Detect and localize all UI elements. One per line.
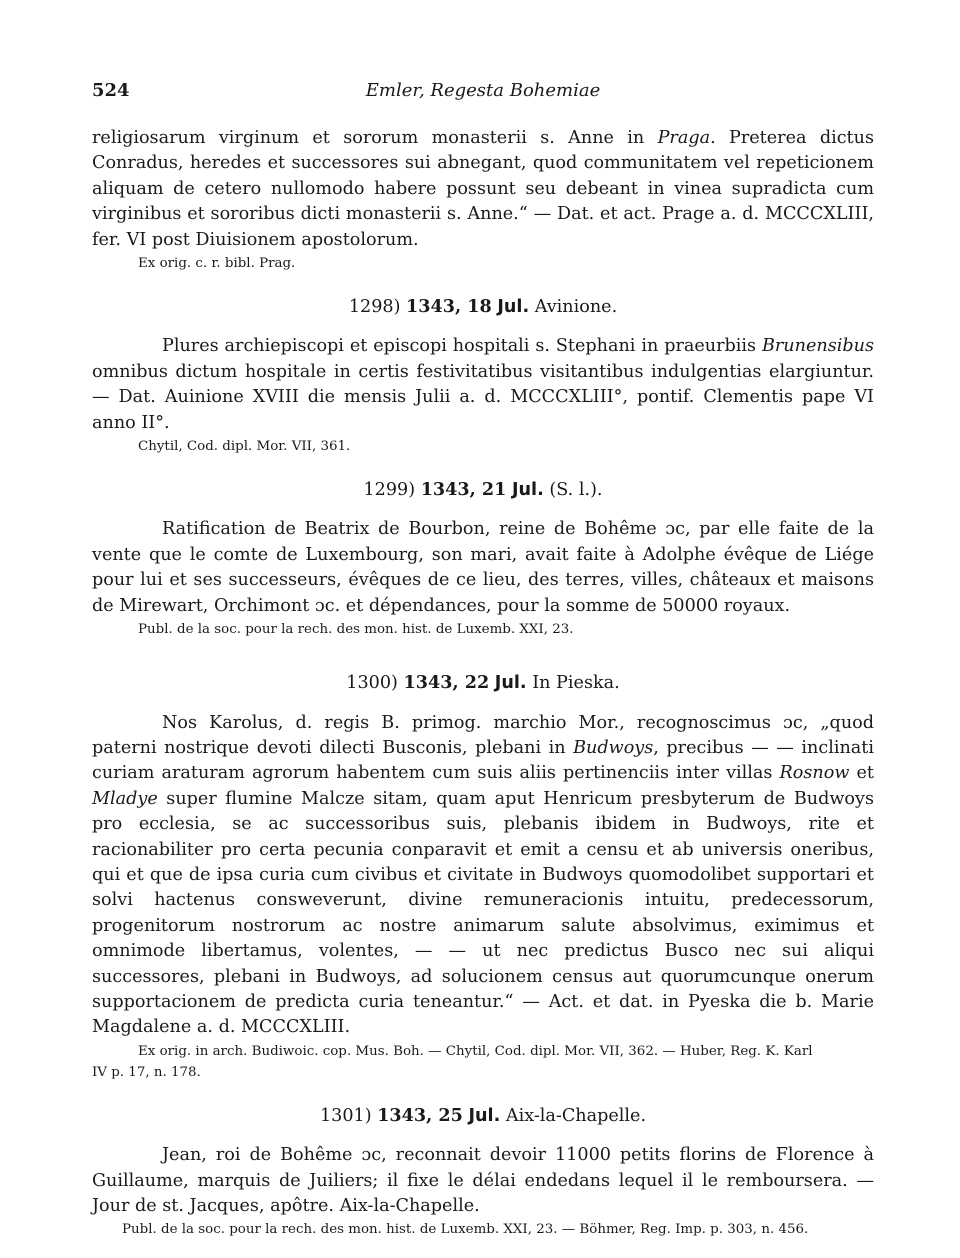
entry-place: Avinione. (534, 297, 618, 318)
source-note: Publ. de la soc. pour la rech. des mon. hist. de Luxemb. XXI, 23. (138, 622, 574, 638)
source-line: IV p. 17, n. 178. (92, 1064, 201, 1080)
entry-month: Jul. (494, 673, 527, 694)
entry-number: 1298) (348, 297, 401, 318)
entry-month: Jul. (497, 297, 530, 318)
entry-text: Jean, roi de Bohême ɔc, reconnait devoir 11000 petits florins de Florence à Guillaume, marquis de Juiliers; il fixe le délai endedans lequel il le remboursera. — Jour de st. Jacques, apôtre. Aix-la-Chapelle. (92, 1145, 874, 1216)
entry-heading (92, 477, 874, 503)
entry-heading (92, 1103, 874, 1129)
entry-place: Aix-la-Chapelle. (505, 1105, 647, 1126)
entry-month: Jul. (511, 480, 544, 501)
continuation-text: religiosarum virginum et sororum monasterii s. Anne in Praga. Preterea dictus Conradus, heredes et successores sui abnegant, quod communitatem vel repeticionem aliquam de cetero nullomodo habere possunt seu debeant in vinea supradicta cum virginibus et sororibus dicti monasterii s. Anne.“ — Dat. et act. Prage a. d. MCCCXLIII, fer. VI post Diuisionem apostolorum. (92, 128, 874, 250)
page-number: 524 (92, 80, 130, 101)
entry-date: 1343, 25 (377, 1104, 463, 1126)
entry-number: 1299) (363, 480, 416, 501)
entry-place: (S. l.). (549, 480, 603, 501)
entry-heading (92, 670, 874, 696)
entry-number: 1301) (319, 1105, 372, 1126)
entry-date: 1343, 22 (403, 672, 490, 694)
entry-month: Jul. (468, 1105, 501, 1126)
page-header (92, 80, 874, 110)
entry-heading (92, 294, 874, 320)
source-line: Ex orig. in arch. Budiwoic. cop. Mus. Boh. — Chytil, Cod. dipl. Mor. VII, 362. — Huber, Reg. K. Karl (138, 1043, 813, 1059)
source-note: Chytil, Cod. dipl. Mor. VII, 361. (138, 439, 351, 455)
running-title: Emler, Regesta Bohemiae (365, 80, 601, 101)
entry-place: In Pieska. (532, 673, 620, 694)
entry-date: 1343, 21 (420, 479, 507, 501)
entry-text: Nos Karolus, d. regis B. primog. marchio Mor., recognoscimus ɔc, „quod paterni nostrique devoti dilecti Busconis, plebani in Budwoys, precibus — — inclinati curiam araturam agrorum habentem cum suis aliis pertinenciis inter villas Rosnow et Mladye super flumine Malcze sitam, quam aput Henricum presbyterum de Budwoys pro ecclesia, se ac successoribus suis, plebanis ibidem in Budwoys, rite et racionabiliter pro certa pecunia conparavit et emit a censu et ab universis oneribus, qui et que de ipsa curia cum civibus et civitate in Budwoys quomodolibet supportari et solvi hactenus consweverunt, divine remuneracionis intuitu, predecessorum, progenitorum nostrorum ac nostre animarum salute absolvimus, eximimus et omnimode libertamus, volentes, — — ut nec predictus Busco nec sui aliqui successores, plebani in Budwoys, ad solucionem census aut quorumcunque onerum supportacionem de predicta curia teneantur.“ — Act. et dat. in Pyeska die b. Marie Magdalene a. d. MCCCXLIII. (92, 712, 875, 1038)
entry-date: 1343, 18 (406, 296, 492, 318)
entry-number: 1300) (346, 673, 398, 694)
entry-text: Ratification de Beatrix de Bourbon, reine de Bohême ɔc, par elle faite de la vente que le comte de Luxembourg, son mari, avait faite à Adolphe évêque de Liége pour lui et ses successeurs, évêques de ce lieu, des terres, villes, châteaux et maisons de Mirewart, Orchimont ɔc. et dépendances, pour la somme de 50000 royaux. (92, 519, 874, 616)
source-note: Publ. de la soc. pour la rech. des mon. hist. de Luxemb. XXI, 23. — Böhmer, Reg. Imp. p. 303, n. 456. (122, 1222, 809, 1238)
source-note (92, 1042, 874, 1062)
entry-text: Plures archiepiscopi et episcopi hospitali s. Stephani in praeurbiis Brunensibus omnibus dictum hospitale in certis festivitatibus visitantibus indulgentias elargiuntur. — Dat. Auinione XVIII die mensis Julii a. d. MCCCXLIII°, pontif. Clementis pape VI anno II°. (92, 336, 874, 433)
page-body (92, 126, 874, 1240)
source-note: Ex orig. c. r. bibl. Prag. (138, 256, 296, 272)
source-note-continuation (92, 1063, 874, 1083)
